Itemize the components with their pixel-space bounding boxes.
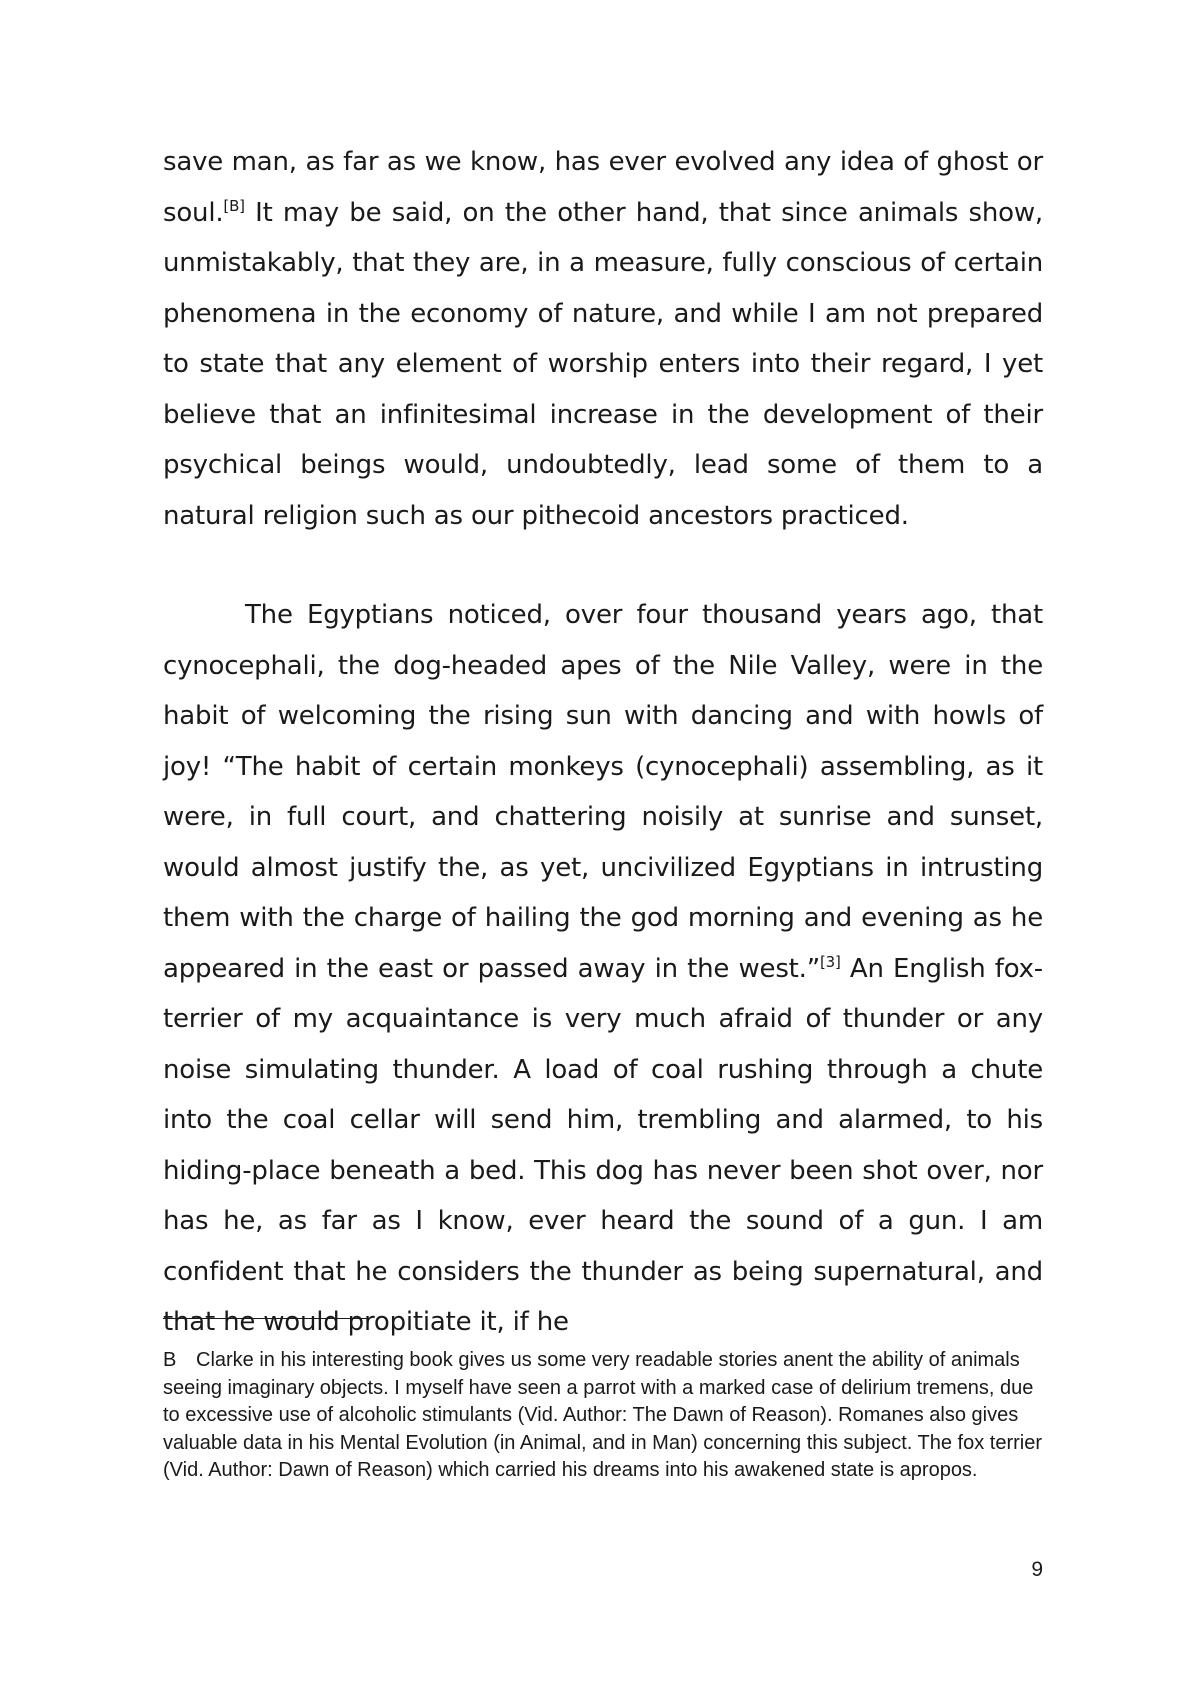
paragraph-1-text-end: It may be said, on the other hand, that since animals show, unmistakably, that they are, in a measure, fully conscious of certain phenomena in the economy of nature, and while I am not prepared to state that any element of worship enters into their regard, I yet believe that an infinitesimal increase in the development of their psychical beings would, undoubtedly, lead some of them to a natural religion such as our pithecoid ancestors practiced. — [163, 197, 1043, 531]
footnote-reference-3[interactable]: [3] — [820, 952, 841, 971]
page-number: 9 — [1031, 1558, 1043, 1581]
body-paragraph-1 — [163, 137, 1043, 541]
paragraph-2-text-start: The Egyptians noticed, over four thousand years ago, that cynocephali, the dog-headed apes of the Nile Valley, were in the habit of welcoming the rising sun with dancing and with howls of joy! “The habit of certain monkeys (cynocephali) assembling, as it were, in full court, and chattering noisily at sunrise and sunset, would almost justify the, as yet, uncivilized Egyptians in intrusting them with the charge of hailing the god morning and evening as he appeared in the east or passed away in the west.” — [163, 600, 1043, 984]
body-paragraph-2 — [163, 590, 1043, 1348]
footnote-text: Clarke in his interesting book gives us some very readable stories anent the ability of animals seeing imaginary objects. I myself have seen a parrot with a marked case of delirium tremens, due to excessive use of alcoholic stimulants (Vid. Author: The Dawn of Reason). Romanes also gives valuable data in his Mental Evolution (in Animal, and in Man) concerning this subject. The fox terrier (Vid. Author: Dawn of Reason) which carried his dreams into his awakened state is apropos. — [163, 1349, 1042, 1482]
footnote-marker: B — [163, 1349, 177, 1371]
paragraph-1-text-start: save man, as far as we know, has ever evolved any idea of ghost or soul. — [163, 147, 1043, 228]
footnote-reference-b[interactable]: [B] — [223, 196, 245, 215]
paragraph-2-text-end: An English fox-terrier of my acquaintance is very much afraid of thunder or any noise simulating thunder. A load of coal rushing through a chute into the coal cellar will send him, trembling and alarmed, to his hiding-place beneath a bed. This dog has never been shot over, nor has he, as far as I know, ever heard the sound of a gun. I am confident that he considers the thunder as being supernatural, and that he would propitiate it, if he — [163, 953, 1043, 1337]
footnote-separator — [163, 1318, 370, 1319]
footnote-b — [163, 1347, 1043, 1485]
